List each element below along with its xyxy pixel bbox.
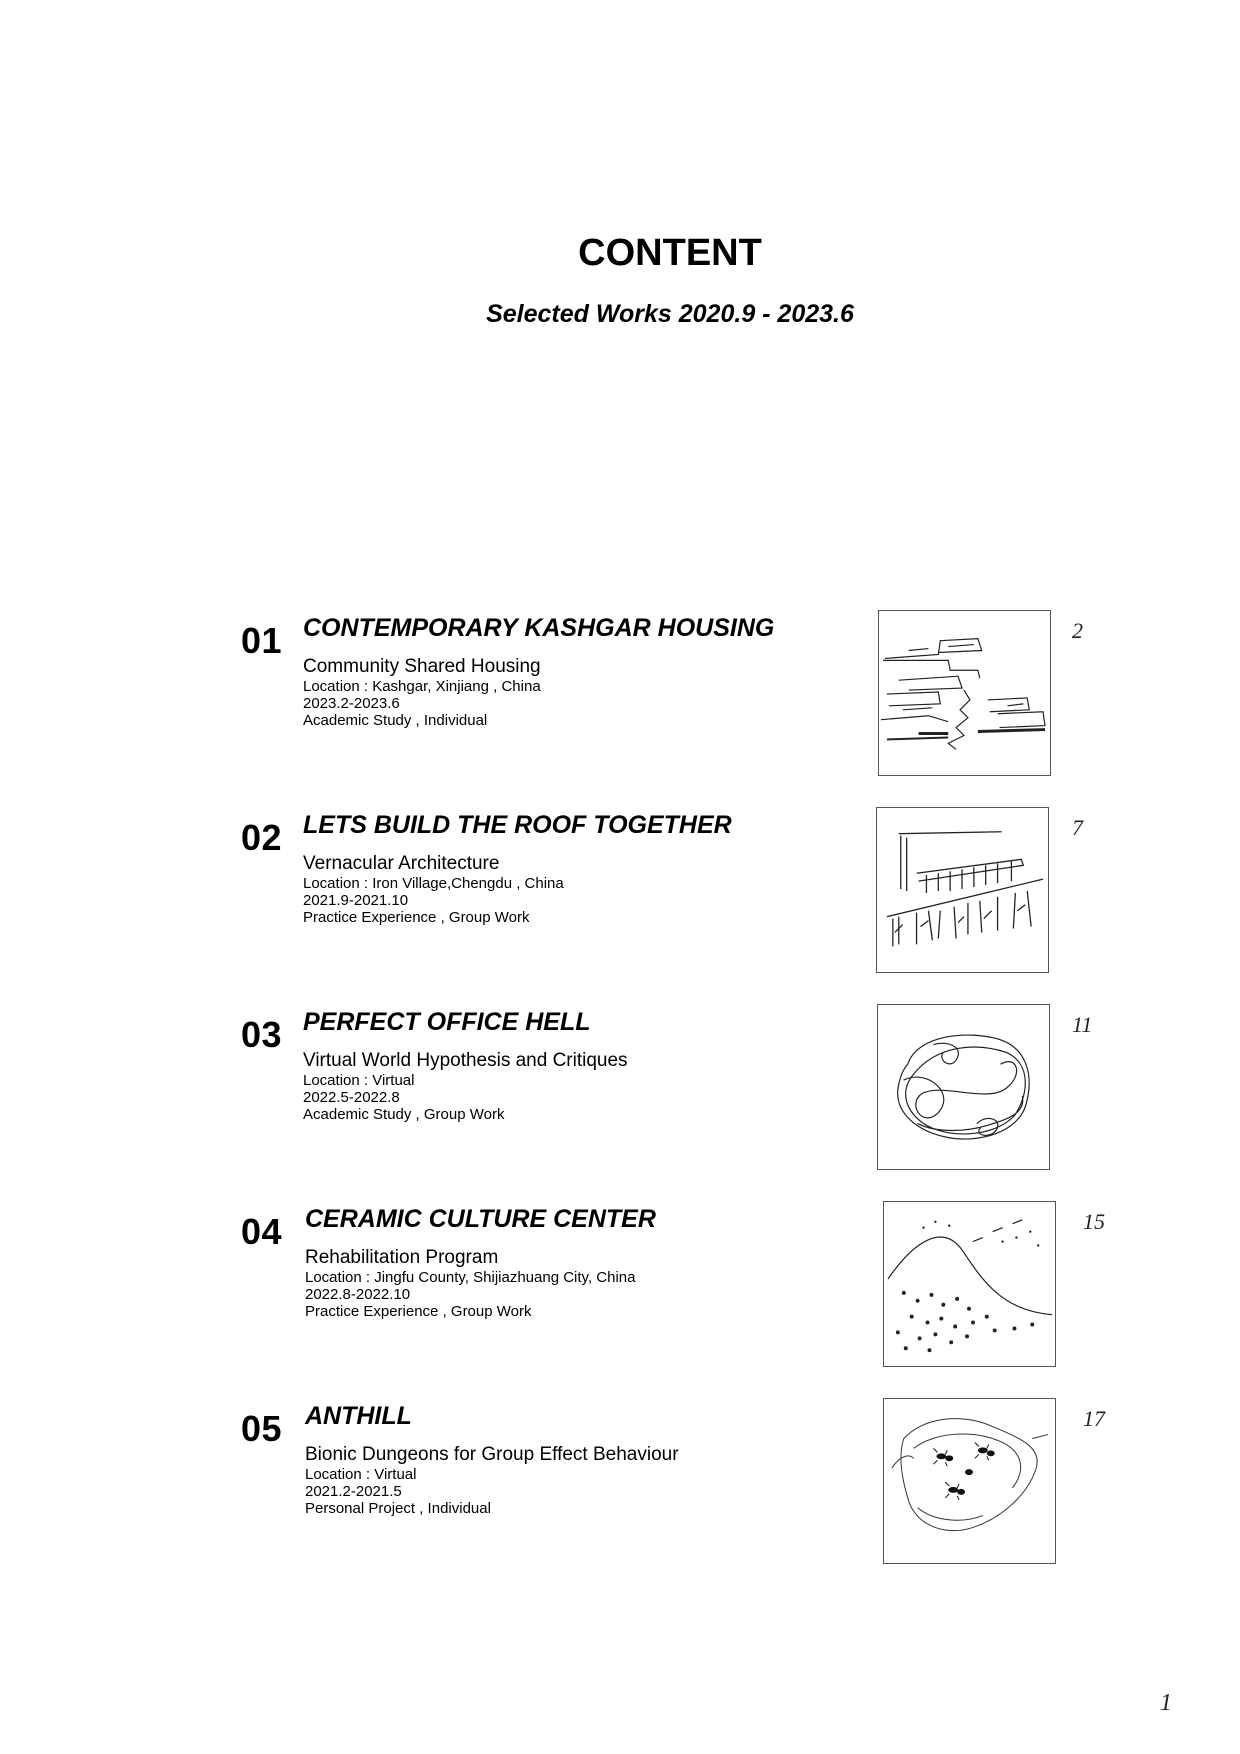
entry-dates: 2022.5-2022.8 bbox=[303, 1089, 400, 1106]
entry-subtitle: Vernacular Architecture bbox=[303, 853, 500, 874]
entry-number: 01 bbox=[241, 620, 283, 661]
housing-sketch-icon bbox=[879, 611, 1050, 775]
entry-page-number: 7 bbox=[1072, 815, 1083, 840]
entry-dates: 2022.8-2022.10 bbox=[305, 1286, 411, 1303]
entry-title[interactable]: LETS BUILD THE ROOF TOGETHER bbox=[303, 811, 732, 839]
entry-thumbnail-sketch[interactable] bbox=[876, 807, 1049, 973]
page-subtitle: Selected Works 2020.9 - 2023.6 bbox=[486, 300, 854, 328]
entry-type: Practice Experience , Group Work bbox=[305, 1303, 532, 1320]
entry-type: Practice Experience , Group Work bbox=[303, 909, 530, 926]
page-number: 1 bbox=[1160, 1690, 1172, 1716]
entry-subtitle: Community Shared Housing bbox=[303, 656, 541, 677]
entry-subtitle: Bionic Dungeons for Group Effect Behaviour bbox=[305, 1444, 679, 1465]
entry-title[interactable]: ANTHILL bbox=[305, 1402, 412, 1430]
anthill-sketch-icon bbox=[884, 1399, 1055, 1563]
toc-entry-03[interactable] bbox=[0, 1004, 1240, 1184]
roof-sketch-icon bbox=[877, 808, 1048, 972]
entry-number: 05 bbox=[241, 1408, 283, 1449]
entry-number: 03 bbox=[241, 1014, 283, 1055]
toc-entry-02[interactable] bbox=[0, 807, 1240, 987]
entry-location: Location : Iron Village,Chengdu , China bbox=[303, 875, 564, 892]
entry-type: Personal Project , Individual bbox=[305, 1500, 491, 1517]
entry-title[interactable]: CERAMIC CULTURE CENTER bbox=[305, 1205, 656, 1233]
entry-subtitle: Virtual World Hypothesis and Critiques bbox=[303, 1050, 628, 1071]
entry-type: Academic Study , Group Work bbox=[303, 1106, 505, 1123]
entry-title[interactable]: PERFECT OFFICE HELL bbox=[303, 1008, 591, 1036]
entry-thumbnail-sketch[interactable] bbox=[883, 1201, 1056, 1367]
entry-title[interactable]: CONTEMPORARY KASHGAR HOUSING bbox=[303, 614, 775, 642]
toc-entry-05[interactable] bbox=[0, 1398, 1240, 1578]
entry-page-number: 17 bbox=[1083, 1406, 1105, 1431]
entry-subtitle: Rehabilitation Program bbox=[305, 1247, 499, 1268]
entry-dates: 2023.2-2023.6 bbox=[303, 695, 400, 712]
entry-dates: 2021.2-2021.5 bbox=[305, 1483, 402, 1500]
entry-number: 04 bbox=[241, 1211, 283, 1252]
entry-dates: 2021.9-2021.10 bbox=[303, 892, 409, 909]
entry-thumbnail-sketch[interactable] bbox=[883, 1398, 1056, 1564]
page-title: CONTENT bbox=[578, 232, 762, 274]
toc-entry-01[interactable] bbox=[0, 610, 1240, 790]
scribble-sketch-icon bbox=[878, 1005, 1049, 1169]
entry-number: 02 bbox=[241, 817, 283, 858]
entry-page-number: 11 bbox=[1072, 1012, 1093, 1037]
entry-page-number: 2 bbox=[1072, 618, 1083, 643]
entry-page-number: 15 bbox=[1083, 1209, 1105, 1234]
entry-location: Location : Virtual bbox=[303, 1072, 415, 1089]
landscape-sketch-icon bbox=[884, 1202, 1055, 1366]
entry-type: Academic Study , Individual bbox=[303, 712, 488, 729]
entry-location: Location : Jingfu County, Shijiazhuang City, China bbox=[305, 1269, 636, 1286]
toc-entry-04[interactable] bbox=[0, 1201, 1240, 1381]
entry-location: Location : Virtual bbox=[305, 1466, 417, 1483]
entry-location: Location : Kashgar, Xinjiang , China bbox=[303, 678, 541, 695]
entry-thumbnail-sketch[interactable] bbox=[877, 1004, 1050, 1170]
entry-thumbnail-sketch[interactable] bbox=[878, 610, 1051, 776]
